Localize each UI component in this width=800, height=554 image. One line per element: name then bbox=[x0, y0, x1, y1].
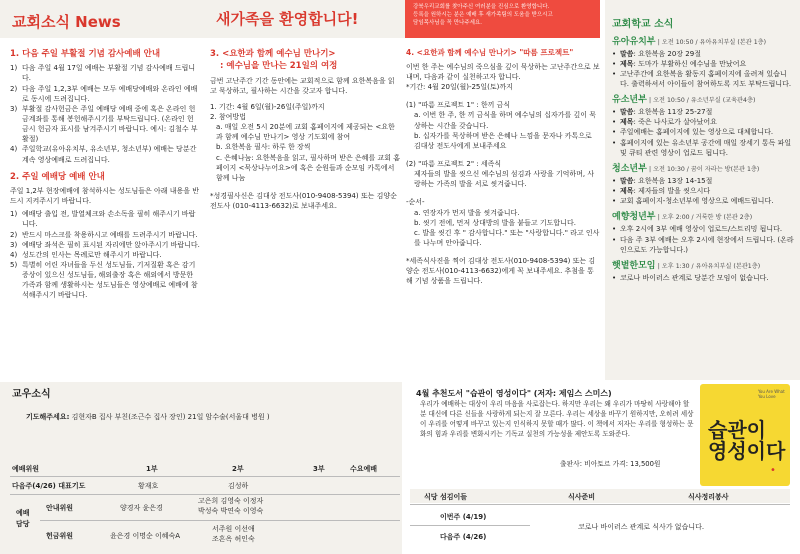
section-3-subtitle: : 예수님을 만나는 21일의 여정 bbox=[220, 61, 338, 72]
list-item: b. 요한복음 필사: 하루 한 장씩 bbox=[216, 143, 311, 152]
school-news bbox=[612, 18, 794, 283]
project-1-title: (1) "따름 프로젝트 1" : 한끼 금식 bbox=[406, 101, 511, 110]
list-item: a. 연장자가 먼저 발을 씻겨줍니다. bbox=[414, 208, 520, 217]
list-item: 4) 주일학교(유아유치부, 유소년부, 청소년부) 예배는 당분간 계속 영상예배로 드려집니다. bbox=[10, 145, 197, 164]
welcome-note-line: 등록을 원하시는 분은 예배 후 새가족팀의 도움을 받으시고 bbox=[413, 11, 553, 18]
section-4-period: *기간: 4월 20일(월)-25일(토)까지 bbox=[406, 83, 513, 92]
page-title: 교회소식 News bbox=[12, 13, 121, 31]
meal-row-label: 이번주 (4/19) bbox=[440, 513, 487, 521]
group-schedule: | 오전 10:50 / 유소년부실 (교육관4층) bbox=[649, 97, 756, 105]
prayer-request-label: 기도해주세요: bbox=[26, 413, 70, 421]
welcome-note-line: 담임목사님을 꼭 만나주세요. bbox=[413, 19, 483, 26]
table-header: 3부 bbox=[313, 465, 325, 473]
list-item: • 제목: 제자들의 발을 씻으시다 bbox=[612, 187, 711, 196]
section-3-title: 3. <요한과 함께 예수님 만나기> bbox=[210, 49, 336, 59]
meal-row-label: 다음주 (4/26) bbox=[440, 533, 487, 541]
members-panel bbox=[0, 382, 402, 554]
list-item: 3) 예배당 좌석은 필히 표시된 자리에만 앉아주시기 바랍니다. bbox=[10, 240, 200, 249]
list-item: 1. 기간: 4월 6일(월)-26일(주일)까지 bbox=[210, 102, 325, 111]
table-cell: 서주원 이선애 조흔옥 허인숙 bbox=[212, 525, 255, 543]
section-2-title: 2. 주일 예배당 예배 안내 bbox=[10, 171, 105, 182]
prayer-request-text: 김현자B 집사 부친(조근수 집사 장인) 21일 암수술(서울대 병원 ) bbox=[71, 413, 270, 421]
group-name: 청소년부 bbox=[612, 163, 647, 174]
list-item: 2. 참여방법 bbox=[210, 113, 246, 122]
section-2-intro: 주일 1,2부 현장예배에 참석하시는 성도님들은 아래 내용을 반드시 지켜주시기 바랍니다. bbox=[10, 187, 199, 206]
list-item: • 코로나 바이러스 관계로 당분간 모임이 없습니다. bbox=[612, 273, 769, 282]
list-item: • 주일예배는 홈페이지에 있는 영상으로 대체합니다. bbox=[612, 128, 774, 137]
section-4-intro: 이번 한 주는 예수님의 죽으심을 깊이 묵상하는 고난주간으로 보내며, 다음과 같이 실천하고자 합니다. bbox=[406, 62, 600, 82]
section-4-note: *세족식사진을 찍어 김대상 전도사(010-9408-5394) 또는 김양순 전도사(010-4113-6632)에게 꼭 보내주세요. 추첨을 통해 기념 상품을 드립니다. bbox=[406, 257, 596, 286]
list-item: • 말씀: 요한복음 11장 25-27절 bbox=[612, 108, 713, 117]
table-header: 식사정리봉사 bbox=[688, 493, 729, 501]
list-item: a. 매일 오전 5시 20분에 교회 홈페이지에 제공되는 <요한과 함께 예수님 만나기> 영상 기도회에 참여 bbox=[216, 123, 395, 142]
group-name: 유소년부 bbox=[612, 95, 647, 106]
divider bbox=[40, 520, 400, 521]
list-item: 1) 예배당 출입 전, 발열체크와 손소독을 필히 해주시기 바랍니다. bbox=[10, 210, 196, 229]
table-header: 식당 섬김이들 bbox=[424, 493, 468, 501]
table-cell: 양경자 윤은경 bbox=[120, 504, 163, 512]
welcome-note-line: 강북우리교회를 찾아주신 여러분을 진심으로 환영합니다. bbox=[413, 4, 550, 10]
school-group bbox=[612, 163, 794, 206]
order-label: -순서- bbox=[406, 198, 425, 207]
list-item: 1) 다음 주일 4월 17일 예배는 부활절 기념 감사예배 드립니다. bbox=[10, 64, 196, 83]
table-header: 식사준비 bbox=[568, 493, 596, 501]
list-item: b. 씻기 전에, 먼저 상대방의 발을 붙들고 기도합니다. bbox=[414, 218, 576, 227]
list-item: • 말씀: 요한복음 20장 29절 bbox=[612, 49, 701, 58]
list-item: • 오후 2시에 3부 예배 영상이 업로드/스트리밍 됩니다. bbox=[612, 225, 783, 234]
group-name: 유아유치부 bbox=[612, 36, 656, 47]
book-cover-subtitle: You Are What You Love bbox=[758, 389, 785, 399]
table-header: 수요예배 bbox=[350, 465, 378, 473]
members-title: 교우소식 bbox=[12, 389, 51, 400]
table-header: 2부 bbox=[232, 465, 244, 473]
table-cell: 고은희 김영숙 이정자 박성숙 박연숙 이영숙 bbox=[198, 497, 264, 515]
school-group bbox=[612, 260, 794, 283]
group-schedule: | 오후 2:00 / 거룩한 방 (본관 2층) bbox=[657, 214, 753, 222]
list-item: • 고난주간에 요한복음 활동지 홈페이지에 올려져 있습니다. 출력하셔서 아이들이 참여하도록 지도 부탁드립니다. bbox=[612, 69, 792, 88]
list-item: c. 은혜나눔: 요한복음을 읽고, 필사하며 받은 은혜를 교회 홈페이지 <묵상나누어요>에 혹은 순원들과 순모임 카톡에서 함께 나눔 bbox=[216, 153, 400, 182]
group-name: 예향청년부 bbox=[612, 212, 656, 223]
project-2-title: (2) "따름 프로젝트 2" : 세족식 bbox=[406, 160, 502, 168]
group-schedule: | 오후 1:30 / 유아유치부실 (본관1층) bbox=[657, 262, 761, 270]
book-cover-title: 습관이 영성이다 bbox=[708, 418, 786, 463]
project-2-intro: 제자들의 발을 씻으신 예수님의 섬김과 사랑을 기억하며, 사랑하는 가족의 발을 서로 씻겨줍니다. bbox=[414, 170, 595, 189]
welcome-note bbox=[405, 0, 600, 38]
list-item: 3) 부활절 감사헌금은 주일 예배당 예배 중에 혹은 온라인 헌금계좌를 통해 봉헌해주시기를 부탁드립니다. (온라인 헌금시 헌금자 표시를 남겨주시기 바랍니다. 예시: 김철수 부활절) bbox=[10, 104, 198, 144]
list-item: 4) 성도간의 인사는 목례로만 해주시기 바랍니다. bbox=[10, 250, 162, 259]
list-item: • 말씀: 요한복음 13장 14-15절 bbox=[612, 176, 713, 185]
table-cell: 황재호 bbox=[138, 482, 159, 490]
prayer-row-label: 다음주(4/26) 대표기도 bbox=[12, 482, 86, 490]
book-description: 우리가 예배하는 대상이 우리 마음을 사로잡는다. 하지만 우리는 왜 우리가 마땅히 사랑해야 할 분 대신에 다른 신들을 사랑하게 되는지 잘 모른다. 우리는 세상을 바꾸기 원하지만, 오히려 세상이 우리를 어떻게 바꾸고 있는지 인식하지 못할 때가 많다. 이 책에서 저자는 우리를 형성하는 문화의 힘과 우리를 변화시키는 기독교 실천의 가능성을 제안도록 도와준다. bbox=[420, 400, 694, 438]
book-title: 4월 추천도서 "습관이 영성이다" (저자: 제임스 스미스) bbox=[416, 389, 612, 398]
divider bbox=[10, 476, 400, 477]
usher-label: 안내위원 bbox=[46, 504, 74, 512]
list-item: • 다음 주 3부 예배는 오후 2시에 현장에서 드립니다. (온라인으로도 가능합니다.) bbox=[612, 235, 794, 254]
divider bbox=[10, 494, 400, 495]
list-item: • 제목: 죽은 나사로가 살아났어요 bbox=[612, 118, 717, 127]
section-3-note: *성경필사신은 김대상 전도사(010-9408-5394) 또는 김양순 전도사 (010-4113-6632)로 보내주세요. bbox=[210, 192, 397, 211]
list-item: 2) 반드시 마스크를 착용하시고 예배를 드려주시기 바랍니다. bbox=[10, 230, 198, 239]
list-item: b. 십자가를 묵상하며 받은 은혜나 느낌을 문자나 카톡으로 김대상 전도사에게 보내주세요 bbox=[414, 131, 592, 150]
list-item: 2) 다음 주일 1,2,3부 예배는 모두 예배당예배와 온라인 예배로 동시에 드려집니다. bbox=[10, 84, 198, 103]
section-3-intro: 금번 고난주간 기간 동안에는 교회적으로 함께 요한복음을 읽고 묵상하고, 필사하는 시간을 갖고자 합니다. bbox=[210, 76, 395, 95]
school-group bbox=[612, 211, 794, 254]
school-group bbox=[612, 36, 794, 90]
book-cover-image bbox=[700, 384, 790, 486]
list-item: c. 발을 씻긴 후 " 감사합니다." 또는 "사랑합니다." 라고 인사를 나누며 안아줍니다. bbox=[414, 228, 600, 247]
book-publisher: 출판사: 비아토르 가격: 13,500원 bbox=[560, 460, 661, 468]
prayer-request bbox=[26, 412, 396, 422]
offering-label: 헌금위원 bbox=[46, 532, 74, 540]
welcome-title: 새가족을 환영합니다! bbox=[216, 10, 359, 28]
table-header: 예배위원 bbox=[12, 465, 40, 473]
list-item: a. 이번 한 주, 한 끼 금식을 하며 예수님의 십자가를 깊이 묵상하는 시간을 갖습니다. bbox=[414, 111, 596, 130]
group-name: 햇볕한모임 bbox=[612, 260, 656, 271]
divider bbox=[410, 504, 790, 505]
school-news-title: 교회학교 소식 bbox=[612, 19, 674, 30]
section-1-title: 1. 다음 주일 부활절 기념 감사예배 안내 bbox=[10, 49, 161, 59]
book-cover-dots-icon: • bbox=[770, 465, 776, 476]
meal-note: 코로나 바이러스 관계로 식사가 없습니다. bbox=[578, 523, 705, 531]
section-4-title: 4. <요한과 함께 예수님 만나기> "따름 프로젝트" bbox=[406, 48, 574, 57]
group-schedule: | 오전 10:50 / 유아유치부실 (본관 1층) bbox=[657, 38, 767, 46]
school-group bbox=[612, 94, 794, 158]
divider bbox=[410, 525, 530, 526]
notice-column-3 bbox=[406, 48, 600, 287]
list-item: • 홈페이지에 있는 유소년부 공간에 매일 장세기 통독 파일 및 큐티 관련 영상이 업로드 됩니다. bbox=[612, 138, 792, 157]
table-cell: 윤은경 이명순 이혜숙A bbox=[110, 532, 181, 540]
notice-column-1 bbox=[10, 48, 200, 301]
group-schedule: | 오전 10:30 / 꿈이 자라는 방(본관 1층) bbox=[649, 165, 760, 173]
list-item: • 교회 홈페이지-청소년부에 영상으로 예배드립니다. bbox=[612, 197, 774, 206]
table-cell: 김성하 bbox=[228, 482, 249, 490]
list-item: • 제목: 도마가 부활하신 예수님을 만났어요 bbox=[612, 59, 747, 68]
table-header: 1부 bbox=[146, 465, 158, 473]
duty-label: 예배 담당 bbox=[16, 509, 30, 529]
list-item: 5) 특별히 어린 자녀들을 두신 성도님들, 기저질환 혹은 감기증상이 있으신 성도님들, 해외출장 혹은 해외에서 방문한 가족과 함께 생활하시는 성도님들은 영상예배로 예배에 참석해주시기 바랍니다. bbox=[10, 261, 198, 300]
notice-column-2 bbox=[210, 48, 400, 211]
